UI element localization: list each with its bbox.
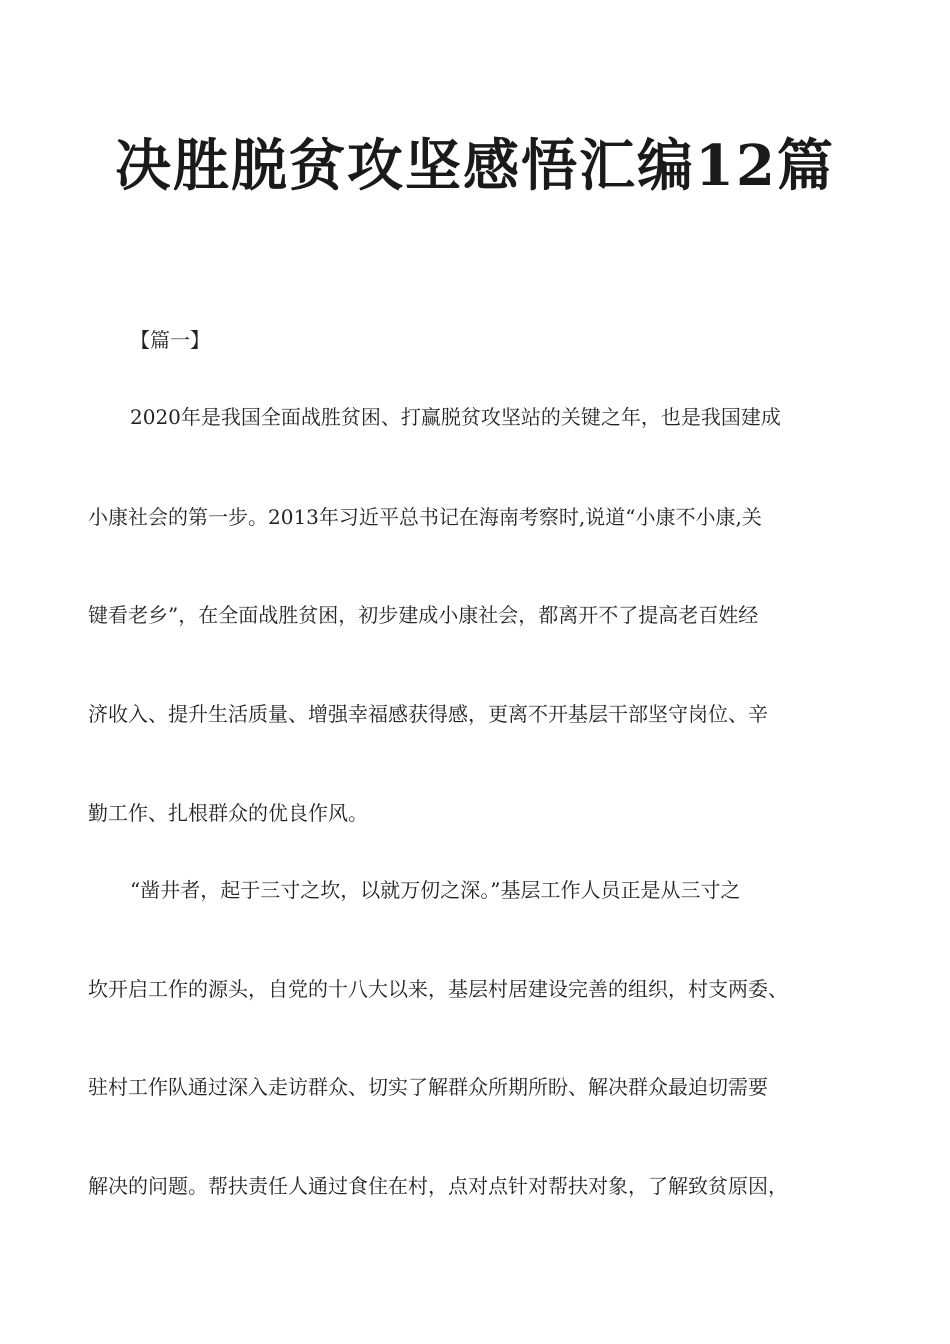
- paragraph-1-line-3: 键看老乡”，在全面战胜贫困，初步建成小康社会，都离开不了提高老百姓经: [88, 603, 759, 627]
- paragraph-1-line-2: 小康社会的第一步。2013年习近平总书记在海南考察时,说道“小康不小康,关: [88, 505, 762, 529]
- paragraph-2-line-2: 坎开启工作的源头，自党的十八大以来，基层村居建设完善的组织，村支两委、: [88, 977, 788, 1001]
- paragraph-1-line-1: 2020年是我国全面战胜贫困、打赢脱贫攻坚站的关键之年，也是我国建成: [130, 405, 781, 429]
- paragraph-2-line-1: “凿井者，起于三寸之坎，以就万仞之深。”基层工作人员正是从三寸之: [130, 878, 741, 902]
- section-label: 【篇一】: [130, 328, 210, 352]
- paragraph-1-line-4: 济收入、提升生活质量、增强幸福感获得感，更离不开基层干部坚守岗位、辛: [88, 702, 768, 726]
- document-title: 决胜脱贫攻坚感悟汇编12篇: [115, 133, 835, 199]
- paragraph-2-line-4: 解决的问题。帮扶责任人通过食住在村，点对点针对帮扶对象，了解致贫原因，: [88, 1174, 788, 1198]
- paragraph-2-line-3: 驻村工作队通过深入走访群众、切实了解群众所期所盼、解决群众最迫切需要: [88, 1075, 768, 1099]
- paragraph-1-line-5: 勤工作、扎根群众的优良作风。: [88, 801, 368, 825]
